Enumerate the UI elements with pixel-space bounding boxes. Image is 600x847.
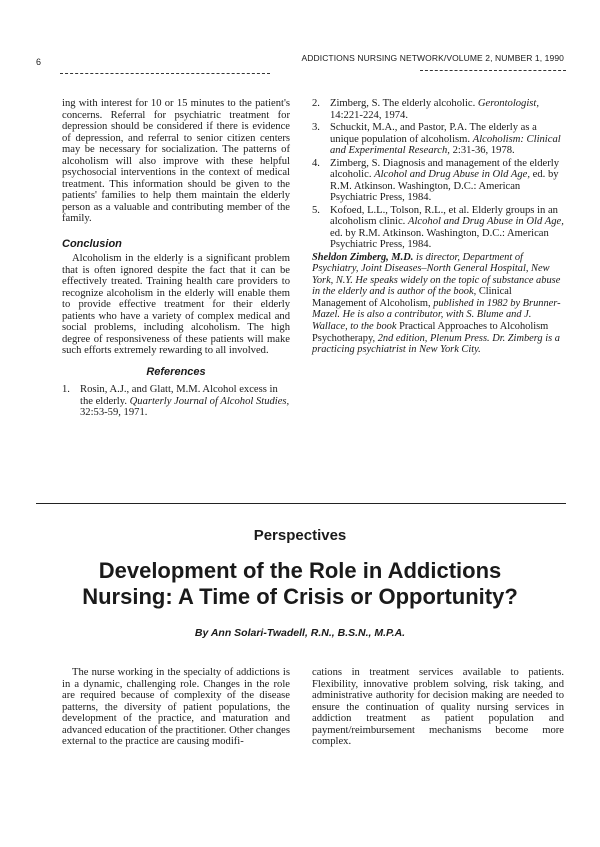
- bio-text-1: is director, Department of Psychiatry, Joint Diseases–North General Hospital, New York, N.Y. He speaks widely on the topic of substance abuse in the elderly and is author of the book,: [312, 251, 561, 298]
- article-byline: By Ann Solari-Twadell, R.N., B.S.N., M.P.A.: [194, 627, 406, 639]
- bio-name: Sheldon Zimberg, M.D.: [312, 251, 414, 263]
- article-title-line-2: Nursing: A Time of Crisis or Opportunity?: [82, 584, 518, 609]
- reference-text: [330, 158, 564, 204]
- reference-item: [312, 158, 564, 204]
- section-divider: [36, 503, 566, 504]
- reference-number: 5.: [312, 204, 320, 216]
- reference-number: 3.: [312, 122, 320, 133]
- reference-journal: Alcohol and Drug Abuse in Old Age,: [374, 169, 530, 180]
- reference-details: 14:221-224, 1974.: [330, 109, 408, 121]
- article-title-line-1: Development of the Role in Addictions: [98, 558, 502, 583]
- article-paragraph: The nurse working in the specialty of addictions is in a dynamic, challenging role. Changes in the role are required because of complexity of the disease patterns, the diversity of patient populations, the development of the practice, and maturation and advanced education of the practitioner. Other changes external to the practice are causing modifi-: [62, 667, 290, 747]
- right-column: [312, 98, 564, 356]
- header-rule-right: [420, 70, 566, 71]
- bio-text-2: published in 1982 by Brunner-Mazel. He is also a contributor, with S. Blume and J. Wallace, to the book: [312, 297, 561, 333]
- article-paragraph: cations in treatment services available to patients. Flexibility, innovative problem solving, risk taking, and administrative authority for decision making are needed to ensure the continuation of quality nursing services in addiction treatment as patient population and payment/reimbursement mechanisms become more complex.: [312, 667, 564, 747]
- article-body-right: [312, 667, 564, 748]
- reference-item: [312, 205, 564, 251]
- reference-text: [330, 205, 564, 251]
- journal-header: ADDICTIONS NURSING NETWORK/VOLUME 2, NUMBER 1, 1990: [301, 53, 564, 63]
- bio-book-1: Clinical Management of Alcoholism,: [312, 286, 512, 309]
- reference-details: ed. by R.M. Atkinson. Washington, D.C.: American Psychiatric Press, 1984.: [330, 227, 549, 250]
- reference-text: [330, 122, 564, 157]
- reference-item: [62, 384, 290, 419]
- reference-details: 2:31-36, 1978.: [452, 145, 515, 156]
- article-body-left: [62, 667, 290, 748]
- reference-item: [312, 98, 564, 121]
- reference-number: 1.: [62, 384, 70, 395]
- section-label: Perspectives: [253, 527, 347, 544]
- left-column: [62, 98, 290, 420]
- author-bio: [312, 252, 564, 356]
- reference-details: ed. by R.M. Atkinson. Washington, D.C.: American Psychiatric Press, 1984.: [330, 169, 559, 203]
- reference-text: [330, 98, 564, 121]
- reference-list-left: [62, 384, 290, 419]
- conclusion-heading: Conclusion: [62, 237, 122, 250]
- reference-item: [312, 122, 564, 157]
- reference-number: 4.: [312, 157, 320, 169]
- conclusion-paragraph: Alcoholism in the elderly is a significant problem that is often ignored despite the fact that it can be effectively treated. Training health care providers to recognize alcoholism in the elderly will enable them to provide effective treatment for their elderly patients who have a variety of complex medical and social problems, including alcoholism. The high degree of responsiveness of these patients will make such efforts extremely rewarding to all involved.: [62, 253, 290, 356]
- reference-authors: Kofoed, L.L., Tolson, R.L., et al. Elderly groups in an alcoholism clinic.: [330, 204, 558, 227]
- bio-book-2: Practical Approaches to Alcoholism Psychotherapy,: [312, 321, 549, 344]
- header-rule-left: [60, 73, 270, 74]
- reference-authors: Rosin, A.J., and Glatt, M.M. Alcohol excess in the elderly.: [80, 384, 278, 407]
- reference-journal: Gerontologist,: [477, 98, 540, 109]
- reference-list-right: [312, 98, 564, 251]
- intro-paragraph: ing with interest for 10 or 15 minutes to the patient's concerns. Referral for psychiatric treatment for depression should be considered if there is evidence of depression, and referral to senior citizen centers may be necessary for socialization. The patterns of alcoholism will also improve with these helpful psychosocial interventions in the context of medical treatment. This information should be given to the patients' families to help them maintain the elderly person as a valuable and contributing member of the family.: [62, 98, 290, 224]
- reference-authors: Zimberg, S. Diagnosis and management of the elderly alcoholic.: [330, 157, 559, 180]
- reference-authors: Schuckit, M.A., and Pastor, P.A. The elderly as a unique population of alcoholism.: [330, 122, 537, 145]
- references-heading: References: [146, 365, 206, 378]
- reference-text: [80, 384, 290, 419]
- reference-number: 2.: [312, 98, 320, 109]
- article-title: [40, 558, 560, 610]
- reference-details: 32:53-59, 1971.: [80, 407, 148, 418]
- reference-journal: Alcohol and Drug Abuse in Old Age,: [407, 216, 564, 227]
- bio-text-3: 2nd edition, Plenum Press. Dr. Zimberg is a practicing psychiatrist in New York City.: [312, 332, 560, 356]
- reference-journal: Quarterly Journal of Alcohol Studies,: [129, 395, 290, 407]
- reference-journal: Alcoholism: Clinical and Experimental Research,: [330, 133, 561, 156]
- reference-authors: Zimberg, S. The elderly alcoholic.: [330, 98, 476, 109]
- page-number: 6: [36, 57, 42, 67]
